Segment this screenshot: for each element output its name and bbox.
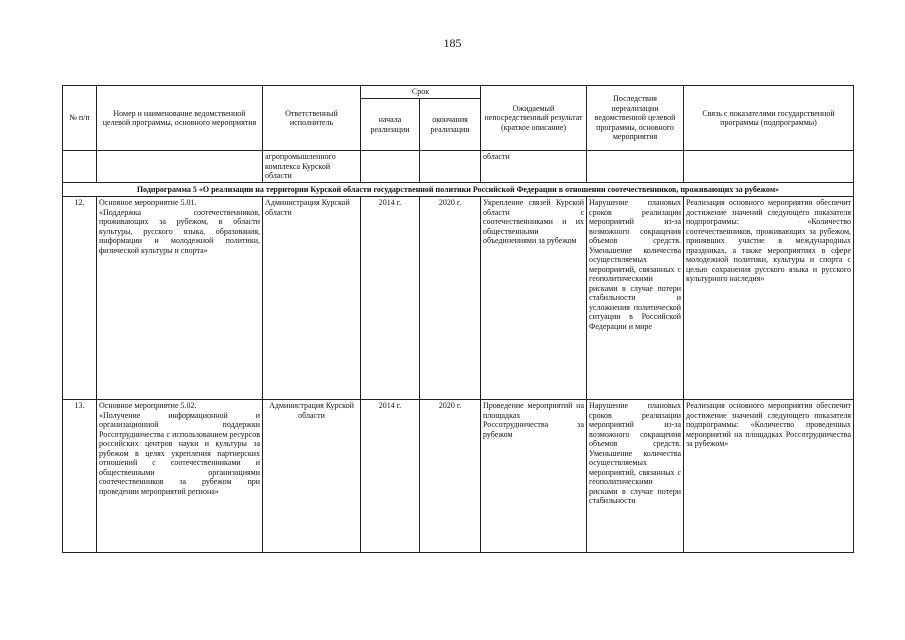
header-row	[63, 86, 854, 99]
cell-empty	[63, 151, 97, 183]
header-end: окончания реализации	[420, 99, 481, 151]
cell-empty	[361, 151, 420, 183]
subprogram-row	[63, 182, 854, 197]
header-result: Ожидаемый непосредственный результат (краткое описание)	[481, 86, 587, 151]
cell-empty	[97, 151, 263, 183]
cell-empty	[587, 151, 684, 183]
header-consequences: Последствия нереализации ведомственной целевой программы, основного мероприятия	[587, 86, 684, 151]
table-row	[63, 400, 854, 553]
header-num: № п/п	[63, 86, 97, 151]
row-name-body: «Поддержка соотечественников, проживающих за рубежом, в области культуры, русского языка, образования, информации и молодежной политики, физической культуры и спорта»	[99, 207, 260, 255]
row-name	[97, 197, 263, 400]
header-responsible: Ответственный исполнитель	[263, 86, 361, 151]
continuation-responsible: агропромышленного комплекса Курской области	[263, 151, 361, 183]
header-name: Номер и наименование ведомственной целевой программы, основного мероприятия	[97, 86, 263, 151]
cell-empty	[420, 151, 481, 183]
row-consequences-text: Нарушение плановых сроков реализации мероприятий из-за возможного сокращения объемов средств. Уменьшение количества осуществляемых мероприятий, связанных с геополитическими рисками в случае потери стабильности	[589, 401, 682, 505]
header-term: Срок	[361, 86, 481, 99]
row-result: Укрепление связей Курской области с соотечественниками и их общественными объединениями за рубежом	[481, 197, 587, 400]
table-row	[63, 197, 854, 400]
page-number: 185	[443, 36, 462, 50]
row-link: Реализация основного мероприятия обеспечит достижение значений следующего показателя подпрограммы: «Количество проведенных мероприятий на площадках Россотрудничества за рубежом»	[684, 400, 854, 553]
row-consequences	[587, 400, 684, 553]
row-start: 2014 г.	[361, 197, 420, 400]
row-responsible: Администрация Курской области	[263, 197, 361, 400]
row-end: 2020 г.	[420, 197, 481, 400]
activities-table	[62, 85, 854, 553]
cell-empty	[684, 151, 854, 183]
row-start: 2014 г.	[361, 400, 420, 553]
continuation-result: области	[481, 151, 587, 183]
row-num: 13.	[63, 400, 97, 553]
row-name	[97, 400, 263, 553]
continuation-row	[63, 151, 854, 183]
header-link: Связь с показателями государственной программы (подпрограммы)	[684, 86, 854, 151]
row-result: Проведение мероприятий на площадках Россотрудничества за рубежом	[481, 400, 587, 553]
row-link: Реализация основного мероприятия обеспечит достижение значений следующего показателя подпрограммы: «Количество соотечественников, проживающих за рубежом, принявших участие в международных праздниках, а также мероприятиях в сфере молодежной политики, культуры и спорта с целью сохранения русского языка и русского культурного наследия»	[684, 197, 854, 400]
row-name-title: Основное мероприятие 5.02.	[99, 401, 197, 410]
row-consequences: Нарушение плановых сроков реализации мероприятий из-за возможного сокращения объемов средств. Уменьшение количества осуществляемых мероприятий, связанных с геополитическими рисками в случае потери стабильности и усложнения политической ситуации в Российской Федерации и мире	[587, 197, 684, 400]
header-start: начала реализации	[361, 99, 420, 151]
row-num: 12.	[63, 197, 97, 400]
row-end: 2020 г.	[420, 400, 481, 553]
row-name-title: Основное мероприятие 5.01.	[99, 198, 197, 207]
row-name-body: «Получение информационной и организационной поддержки Россотрудничества с использованием ресурсов российских центров науки и культуры за рубежом в целях укрепления партнерских отношений с соотечественниками и общественными организациями соотечественников за рубежом при проведении мероприятий региона»	[99, 410, 260, 496]
row-responsible: Администрация Курской области	[263, 400, 361, 553]
subprogram-title: Подпрограмма 5 «О реализации на территории Курской области государственной политики Российской Федерации в отношении соотечественников, проживающих за рубежом»	[63, 182, 854, 197]
